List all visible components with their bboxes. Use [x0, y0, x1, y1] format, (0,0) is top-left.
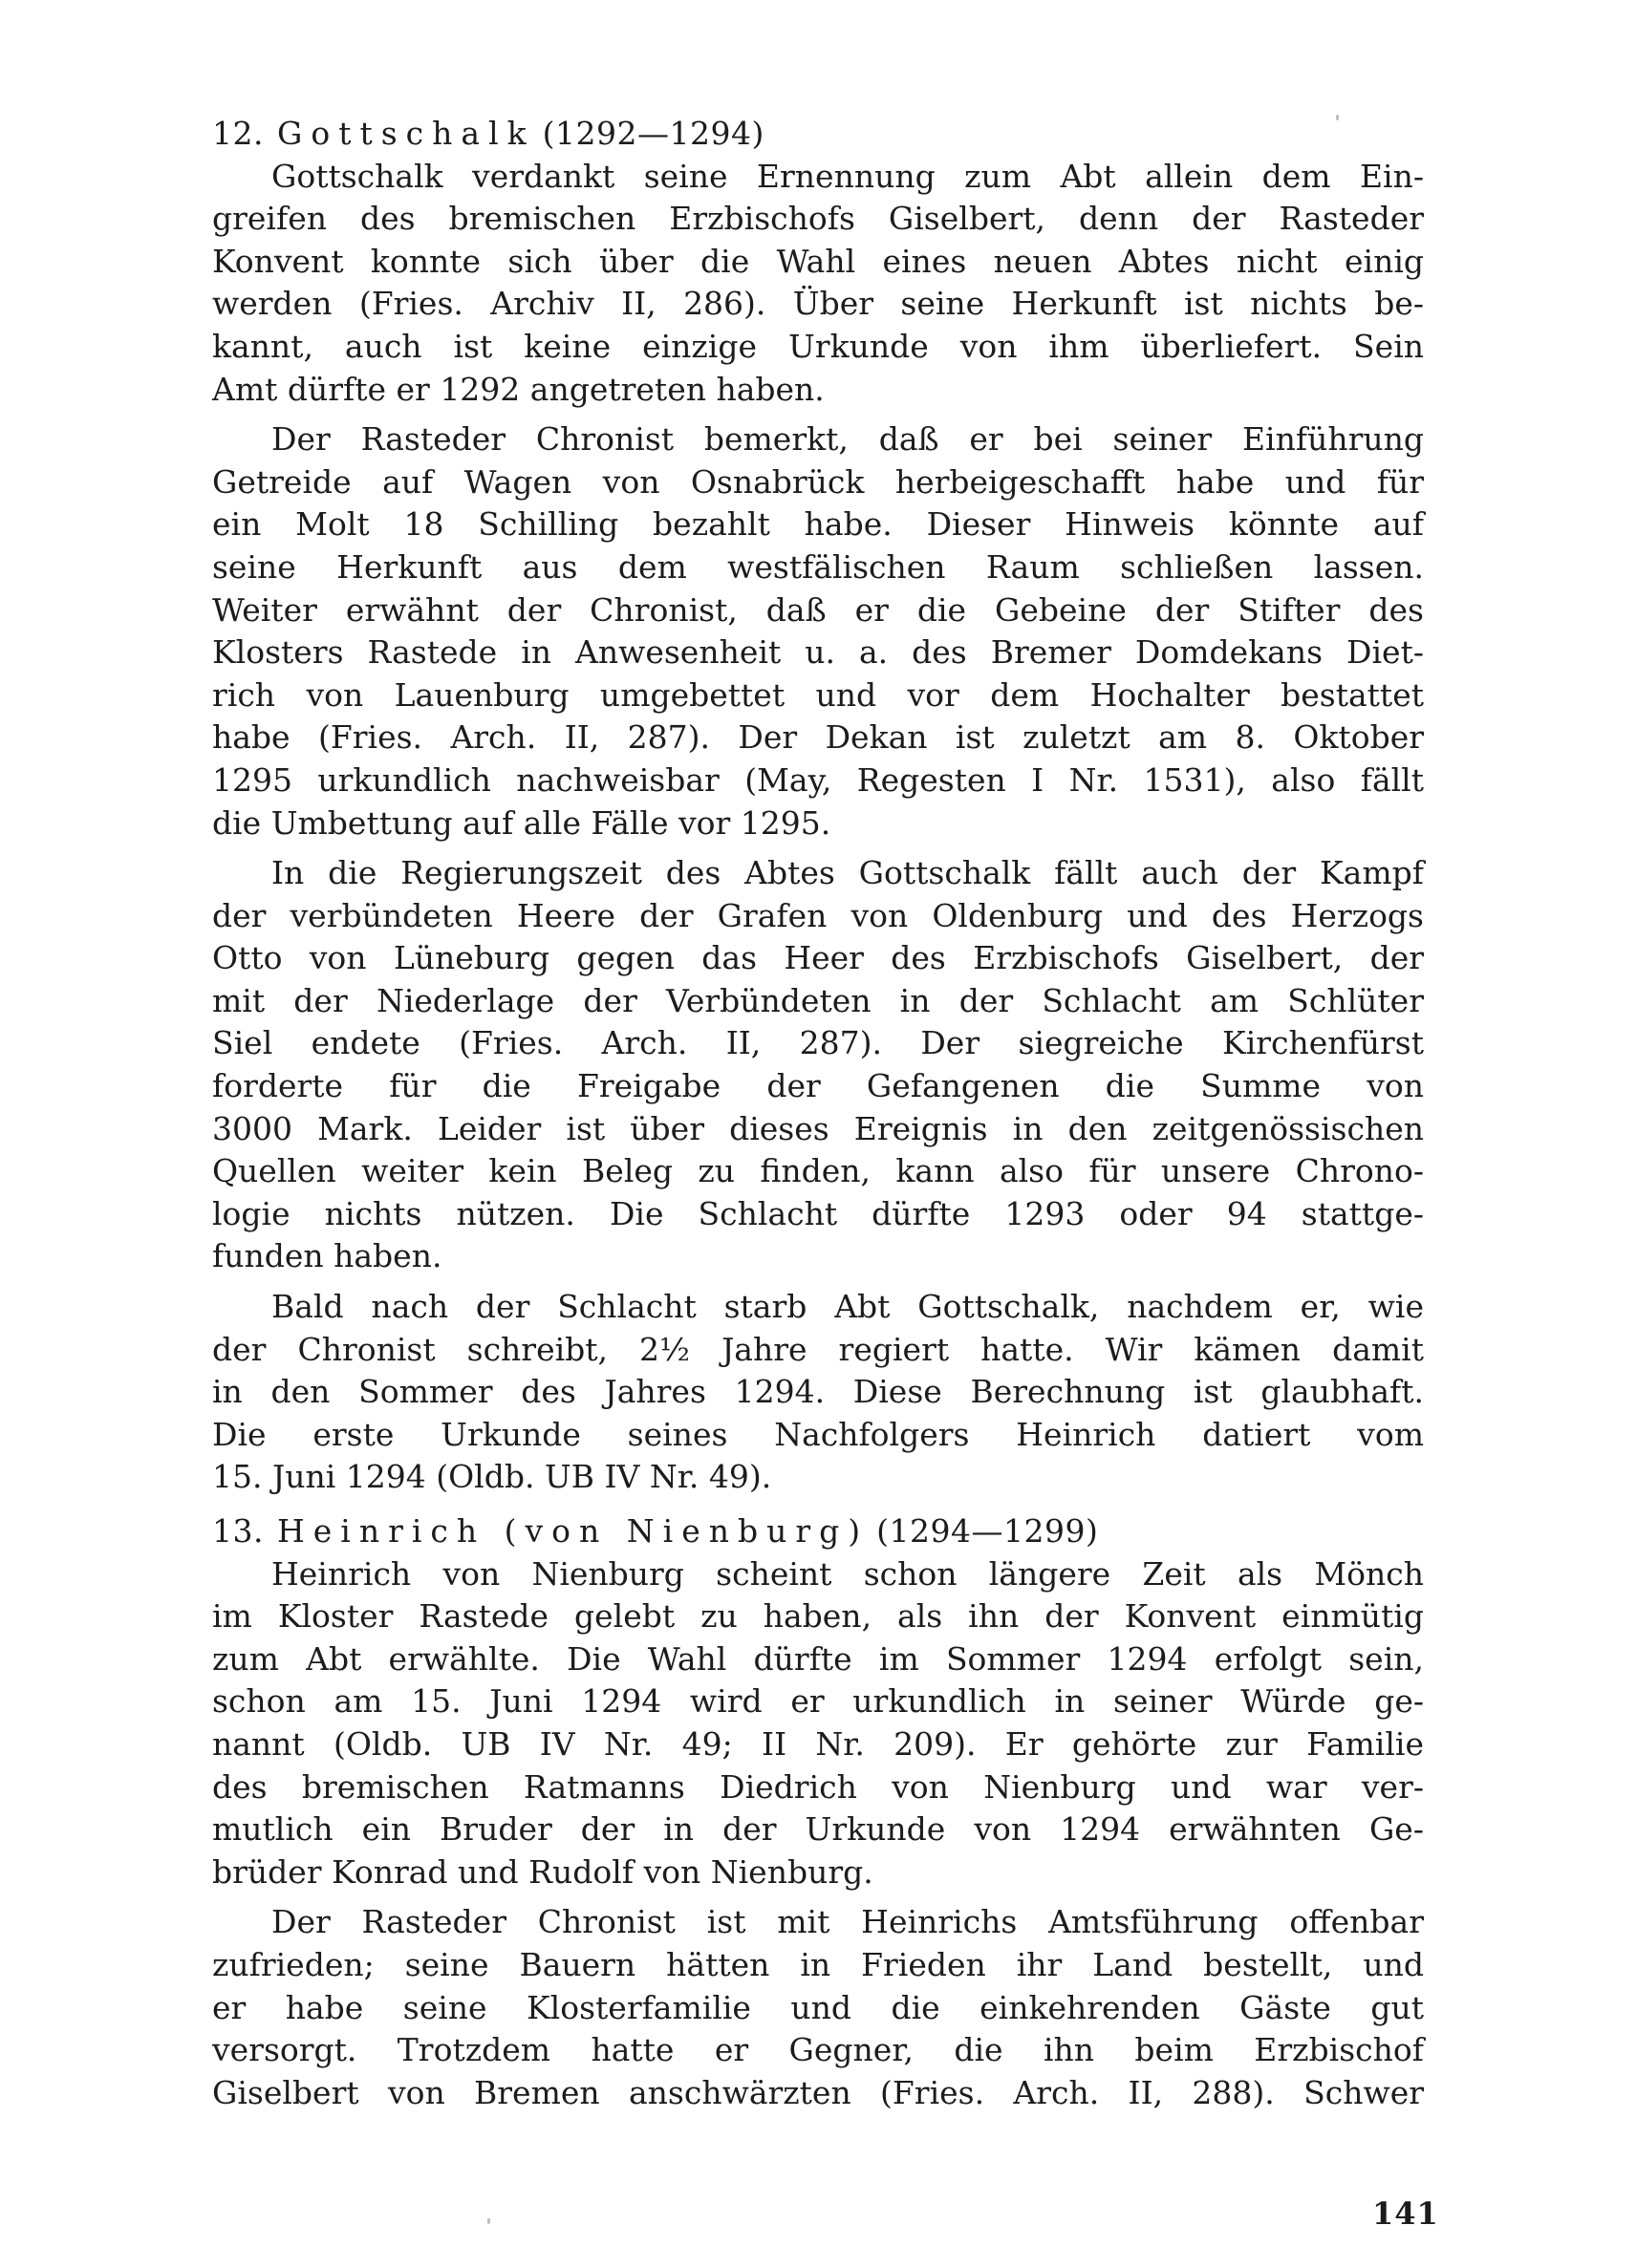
paragraph	[212, 156, 1424, 412]
scan-speck	[1336, 115, 1339, 120]
text-line: Amt dürfte er 1292 angetreten haben.	[212, 370, 825, 408]
text-line: Der Rasteder Chronist ist mit Heinrichs Amtsführung offenbar	[271, 1903, 1424, 1941]
text-line: Die erste Urkunde seines Nachfolgers Heinrich datiert vom	[212, 1415, 1424, 1453]
abbot-name: Gottschalk	[276, 115, 535, 152]
text-line: greifen des bremischen Erzbischofs Giselbert, denn der Rasteder	[212, 200, 1424, 238]
text-line: werden (Fries. Archiv II, 286). Über seine Herkunft ist nichts be-	[212, 285, 1424, 323]
text-line: logie nichts nützen. Die Schlacht dürfte 1293 oder 94 stattge-	[212, 1194, 1424, 1232]
text-line: der verbündeten Heere der Grafen von Oldenburg und des Herzogs	[212, 896, 1424, 934]
text-line: Heinrich von Nienburg scheint schon längere Zeit als Mönch	[271, 1554, 1424, 1593]
paragraph	[212, 1901, 1424, 2114]
paragraph	[212, 418, 1424, 845]
text-line: Bald nach der Schlacht starb Abt Gottschalk, nachdem er, wie	[271, 1288, 1424, 1326]
text-line: funden haben.	[212, 1237, 442, 1275]
section-12	[212, 113, 1424, 1499]
section-heading	[212, 1510, 1424, 1553]
reign-years: (1292—1294)	[542, 115, 764, 152]
text-line: mit der Niederlage der Verbündeten in der Schlacht am Schlüter	[212, 981, 1424, 1019]
text-line: Giselbert von Bremen anschwärzten (Fries. Arch. II, 288). Schwer	[212, 2073, 1424, 2111]
section-13	[212, 1510, 1424, 2114]
text-line: schon am 15. Juni 1294 wird er urkundlich in seiner Würde ge-	[212, 1682, 1424, 1721]
text-line: mutlich ein Bruder der in der Urkunde von 1294 erwähnten Ge-	[212, 1810, 1424, 1849]
text-line: des bremischen Ratmanns Diedrich von Nienburg und war ver-	[212, 1767, 1424, 1806]
text-line: Quellen weiter kein Beleg zu finden, kann also für unsere Chrono-	[212, 1152, 1424, 1190]
text-line: versorgt. Trotzdem hatte er Gegner, die ihn beim Erzbischof	[212, 2031, 1424, 2069]
section-heading	[212, 113, 1424, 156]
text-line: zum Abt erwählte. Die Wahl dürfte im Sommer 1294 erfolgt sein,	[212, 1639, 1424, 1678]
text-line: brüder Konrad und Rudolf von Nienburg.	[212, 1852, 873, 1891]
paragraph	[212, 1286, 1424, 1499]
section-number: 12.	[212, 115, 264, 152]
text-line: Getreide auf Wagen von Osnabrück herbeigeschafft habe und für	[212, 462, 1424, 501]
text-line: rich von Lauenburg umgebettet und vor dem Hochalter bestattet	[212, 675, 1424, 714]
text-line: 1295 urkundlich nachweisbar (May, Regesten I Nr. 1531), also fällt	[212, 760, 1424, 799]
section-number: 13.	[212, 1512, 264, 1550]
text-line: habe (Fries. Arch. II, 287). Der Dekan ist zuletzt am 8. Oktober	[212, 718, 1424, 757]
text-line: die Umbettung auf alle Fälle vor 1295.	[212, 803, 831, 842]
text-line: Otto von Lüneburg gegen das Heer des Erzbischofs Giselbert, der	[212, 939, 1424, 977]
text-line: 3000 Mark. Leider ist über dieses Ereignis in den zeitgenössischen	[212, 1109, 1424, 1147]
text-line: Siel endete (Fries. Arch. II, 287). Der siegreiche Kirchenfürst	[212, 1024, 1424, 1062]
text-line: Klosters Rastede in Anwesenheit u. a. des Bremer Domdekans Diet-	[212, 633, 1424, 672]
text-line: In die Regierungszeit des Abtes Gottschalk fällt auch der Kampf	[271, 854, 1424, 892]
abbot-name: Heinrich (von Nienburg)	[276, 1512, 870, 1550]
text-line: forderte für die Freigabe der Gefangenen die Summe von	[212, 1067, 1424, 1105]
text-line: der Chronist schreibt, 2½ Jahre regiert hatte. Wir kämen damit	[212, 1330, 1424, 1368]
text-line: im Kloster Rastede gelebt zu haben, als ihn der Konvent einmütig	[212, 1597, 1424, 1636]
text-line: zufrieden; seine Bauern hätten in Frieden ihr Land bestellt, und	[212, 1945, 1424, 1983]
text-block	[212, 113, 1424, 2122]
text-line: Konvent konnte sich über die Wahl eines neuen Abtes nicht einig	[212, 242, 1424, 280]
text-line: Weiter erwähnt der Chronist, daß er die Gebeine der Stifter des	[212, 590, 1424, 629]
text-line: seine Herkunft aus dem westfälischen Raum schließen lassen.	[212, 547, 1424, 586]
text-line: nannt (Oldb. UB IV Nr. 49; II Nr. 209). Er gehörte zur Familie	[212, 1724, 1424, 1763]
text-line: er habe seine Klosterfamilie und die einkehrenden Gäste gut	[212, 1988, 1424, 2026]
text-line: kannt, auch ist keine einzige Urkunde von ihm überliefert. Sein	[212, 327, 1424, 365]
text-line: 15. Juni 1294 (Oldb. UB IV Nr. 49).	[212, 1458, 772, 1496]
text-line: in den Sommer des Jahres 1294. Diese Berechnung ist glaubhaft.	[212, 1373, 1424, 1411]
text-line: Der Rasteder Chronist bemerkt, daß er bei seiner Einführung	[271, 420, 1424, 459]
paragraph	[212, 1553, 1424, 1894]
scan-speck	[487, 2218, 490, 2224]
text-line: ein Molt 18 Schilling bezahlt habe. Dieser Hinweis könnte auf	[212, 505, 1424, 544]
reign-years: (1294—1299)	[876, 1512, 1099, 1550]
page-number: 141	[1372, 2195, 1439, 2232]
text-line: Gottschalk verdankt seine Ernennung zum Abt allein dem Ein-	[271, 157, 1424, 195]
paragraph	[212, 852, 1424, 1278]
